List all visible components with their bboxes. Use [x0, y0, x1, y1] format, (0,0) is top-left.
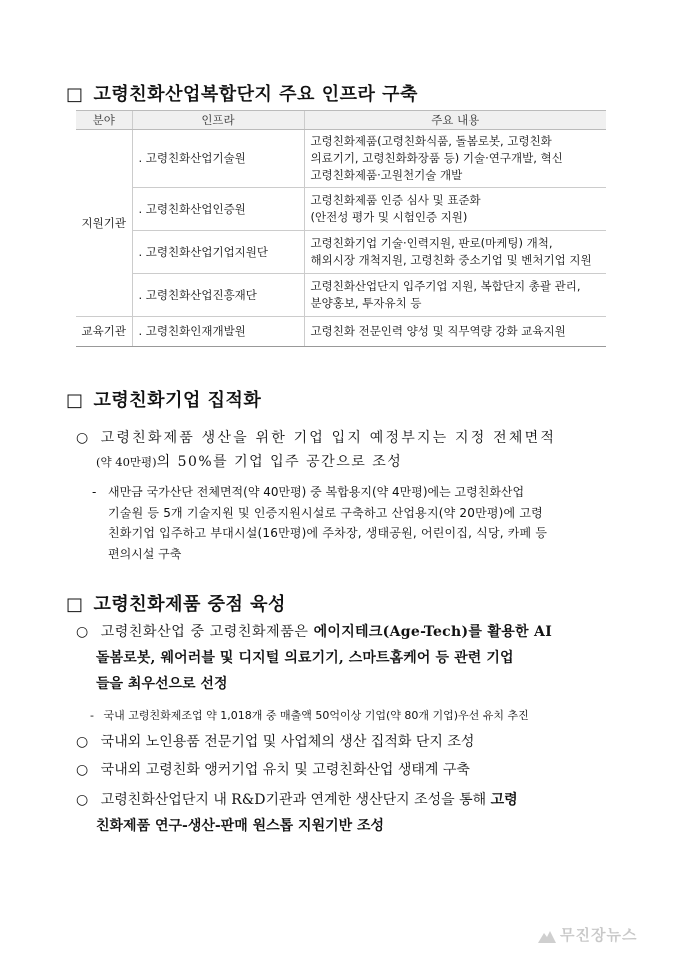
circle-bullet-icon: ○ [76, 430, 89, 446]
bullet-paragraph-cont: (약 40만평)의 50%를 기업 입주 공간으로 조성 [96, 454, 403, 470]
infra-content: 고령친화 전문인력 양성 및 직무역량 강화 교육지원 [304, 317, 606, 347]
table-row [76, 130, 606, 188]
bullet-paragraph: ○ 고령친화산업단지 내 R&D기관과 연계한 생산단지 조성을 통해 고령 [76, 792, 518, 808]
category-education: 교육기관 [76, 317, 132, 347]
sub-bullet [92, 482, 96, 503]
bullet-paragraph: ○ 국내외 노인용품 전문기업 및 사업체의 생산 집적화 단지 조성 [76, 734, 475, 750]
infra-name: . 고령친화산업인증원 [132, 188, 304, 231]
infra-content: 고령친화산업단지 입주기업 지원, 복합단지 총괄 관리, 분양홍보, 투자유치 등 [304, 274, 606, 317]
sub-bullet: - 국내 고령친화제조업 약 1,018개 중 매출액 50억이상 기업(약 80개 기업)우선 유치 추진 [90, 709, 529, 722]
table-row [76, 274, 606, 317]
bullet-paragraph-cont: 돌봄로봇, 웨어러블 및 디지털 의료기기, 스마트홈케어 등 관련 기업 [96, 650, 514, 666]
checkbox-icon: □ [66, 390, 84, 411]
infra-content: 고령친화기업 기술·인력지원, 판로(마케팅) 개척, 해외시장 개척지원, 고령친화 중소기업 및 벤처기업 지원 [304, 231, 606, 274]
checkbox-icon: □ [66, 84, 84, 105]
infra-content: 고령친화제품(고령친화식품, 돌봄로봇, 고령친화 의료기기, 고령친화화장품 등) 기술·연구개발, 혁신 고령친화제품·고원천기술 개발 [304, 130, 606, 188]
sub-bullet-text: 새만금 국가산단 전체면적(약 40만평) 중 복합용지(약 4만평)에는 고령친화산업 기술원 등 5개 기술지원 및 인증지원시설로 구축하고 산업용지(약 20만평)에 고령 친화기업 입주하고 부대시설(16만평)에 주차장, 생태공원, 어린이집, 식당, 카페 등 편의시설 구축 [108, 485, 548, 561]
section3-title: □ 고령친화제품 중점 육성 [66, 594, 286, 615]
checkbox-icon: □ [66, 594, 84, 615]
dash-bullet-icon: - [92, 485, 97, 499]
header-field: 분야 [76, 111, 132, 130]
category-support: 지원기관 [76, 130, 132, 317]
watermark: 무진장뉴스 [538, 924, 637, 945]
section1-title: □ 고령친화산업복합단지 주요 인프라 구축 [66, 84, 418, 105]
circle-bullet-icon: ○ [76, 624, 89, 640]
circle-bullet-icon: ○ [76, 762, 89, 778]
circle-bullet-icon: ○ [76, 792, 89, 808]
dash-bullet-icon: - [90, 709, 94, 722]
infra-table [76, 110, 606, 347]
infra-name: . 고령친화산업진흥재단 [132, 274, 304, 317]
bullet-paragraph: ○ 고령친화제품 생산을 위한 기업 입지 예정부지는 지정 전체면적 [76, 430, 557, 446]
infra-name: . 고령친화산업기술원 [132, 130, 304, 188]
circle-bullet-icon: ○ [76, 734, 89, 750]
table-row [76, 317, 606, 347]
header-infra: 인프라 [132, 111, 304, 130]
infra-content: 고령친화제품 인증 심사 및 표준화 (안전성 평가 및 시험인증 지원) [304, 188, 606, 231]
infra-name: . 고령친화산업기업지원단 [132, 231, 304, 274]
bullet-paragraph-cont: 친화제품 연구-생산-판매 원스톱 지원기반 조성 [96, 818, 385, 834]
mountain-logo-icon [538, 929, 556, 943]
bullet-paragraph: ○ 고령친화산업 중 고령친화제품은 에이지테크(Age-Tech)를 활용한 AI [76, 624, 553, 640]
header-content: 주요 내용 [304, 111, 606, 130]
table-header-row [76, 111, 606, 130]
bullet-paragraph: ○ 국내외 고령친화 앵커기업 유치 및 고령친화산업 생태계 구축 [76, 762, 470, 778]
table-row [76, 231, 606, 274]
infra-name: . 고령친화인재개발원 [132, 317, 304, 347]
section2-title: □ 고령친화기업 집적화 [66, 390, 262, 411]
bullet-paragraph-cont: 들을 최우선으로 선정 [96, 676, 228, 692]
table-row [76, 188, 606, 231]
